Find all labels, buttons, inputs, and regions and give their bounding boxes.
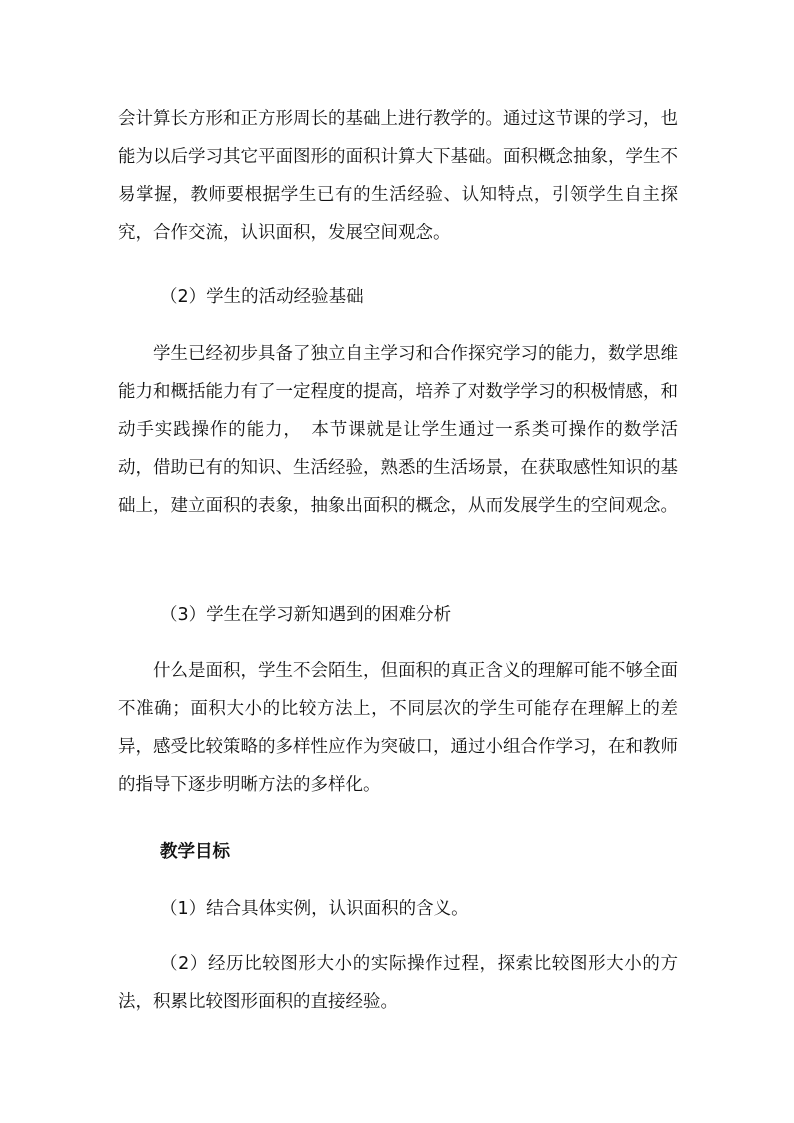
objective-2-text: （2）经历比较图形大小的实际操作过程，探索比较图形大小的方法，积累比较图形面积的直接经验。 [118,954,678,1012]
paragraph-1 [118,100,678,252]
section-title [118,833,678,871]
subheading-2 [118,278,678,316]
paragraph-2 [118,335,678,525]
section-title-text: 教学目标 [160,842,230,862]
subheading-3-text: （3）学生在学习新知遇到的困难分析 [160,605,452,625]
objective-1-text: （1）结合具体实例，认识面积的含义。 [160,899,469,919]
subheading-2-text: （2）学生的活动经验基础 [160,287,364,307]
paragraph-3-text: 什么是面积，学生不会陌生，但面积的真正含义的理解可能不够全面不准确；面积大小的比较方法上，不同层次的学生可能存在理解上的差异，感受比较策略的多样性应作为突破口，通过小组合作学习，在和教师的指导下逐步明晰方法的多样化。 [118,661,678,795]
subheading-3 [118,596,678,634]
paragraph-1-text: 会计算长方形和正方形周长的基础上进行教学的。通过这节课的学习，也能为以后学习其它平面图形的面积计算大下基础。面积概念抽象，学生不易掌握，教师要根据学生已有的生活经验、认知特点，引领学生自主探究，合作交流，认识面积，发展空间观念。 [118,109,678,243]
objective-1 [118,890,678,928]
paragraph-3 [118,652,678,804]
objective-2 [118,945,678,1021]
paragraph-2-text: 学生已经初步具备了独立自主学习和合作探究学习的能力，数学思维能力和概括能力有了一定程度的提高，培养了对数学学习的积极情感，和动手实践操作的能力， 本节课就是让学生通过一系类可操作的数学活动，借助已有的知识、生活经验，熟悉的生活场景，在获取感性知识的基础上，建立面积的表象，抽象出面积的概念，从而发展学生的空间观念。 [118,344,678,516]
